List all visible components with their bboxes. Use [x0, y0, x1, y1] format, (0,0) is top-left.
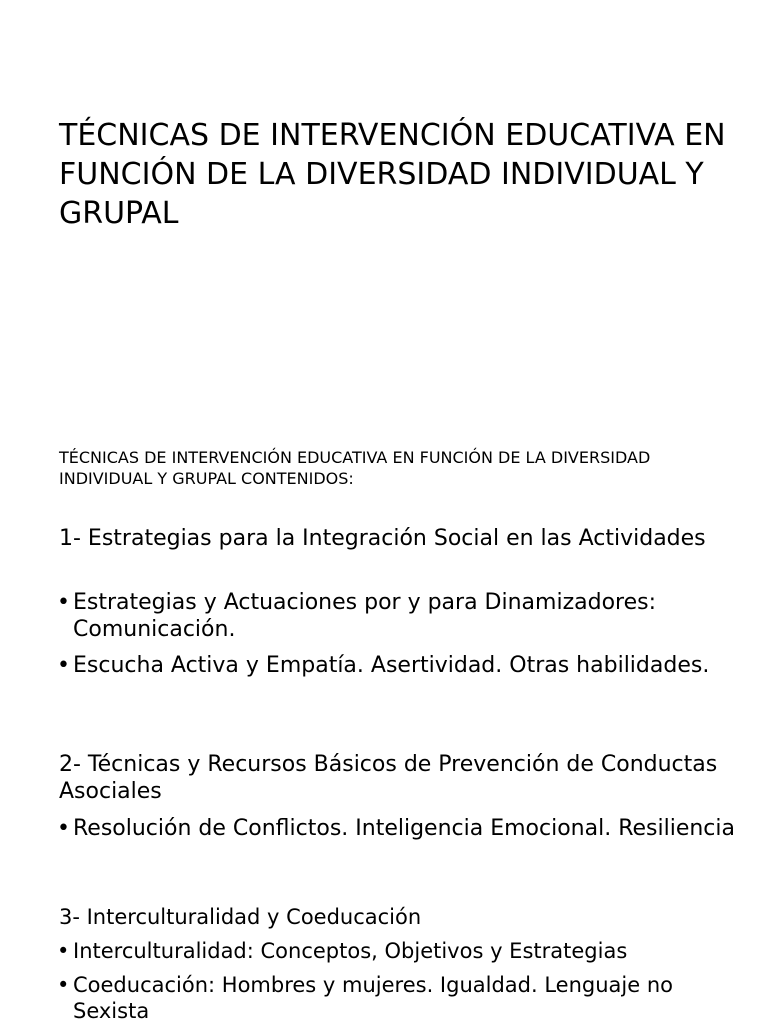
list-item: [57, 815, 747, 842]
bullet-icon: •: [57, 816, 70, 841]
section-heading-2: 2- Técnicas y Recursos Básicos de Prevención de Conductas Asociales: [59, 752, 718, 804]
list-item: [57, 652, 747, 679]
section-heading-1: 1- Estrategias para la Integración Social en las Actividades: [59, 526, 706, 551]
bullet-icon: •: [57, 590, 70, 615]
bullet-icon: •: [57, 653, 70, 678]
list-item: [57, 972, 747, 1024]
list-item-text: Coeducación: Hombres y mujeres. Igualdad. Lenguaje no Sexista: [73, 973, 673, 1023]
section-heading-3: 3- Interculturalidad y Coeducación: [59, 905, 422, 929]
section-3-bullet-list: [57, 938, 747, 1032]
bullet-icon: •: [57, 939, 70, 963]
list-item: [57, 589, 747, 643]
section-1-bullet-list: [57, 589, 747, 679]
bullet-icon: •: [57, 973, 70, 997]
list-item: [57, 938, 747, 964]
contents-intro: TÉCNICAS DE INTERVENCIÓN EDUCATIVA EN FUNCIÓN DE LA DIVERSIDAD INDIVIDUAL Y GRUPAL CONTENIDOS:: [59, 448, 651, 488]
list-item-text: Estrategias y Actuaciones por y para Dinamizadores: Comunicación.: [73, 590, 656, 642]
list-item-text: Interculturalidad: Conceptos, Objetivos y Estrategias: [73, 939, 628, 963]
list-item-text: Escucha Activa y Empatía. Asertividad. Otras habilidades.: [73, 653, 710, 678]
list-item-text: Resolución de Conflictos. Inteligencia Emocional. Resiliencia: [73, 816, 735, 841]
page-title: TÉCNICAS DE INTERVENCIÓN EDUCATIVA EN FUNCIÓN DE LA DIVERSIDAD INDIVIDUAL Y GRUPAL: [59, 118, 726, 231]
section-2-bullet-list: [57, 815, 747, 842]
